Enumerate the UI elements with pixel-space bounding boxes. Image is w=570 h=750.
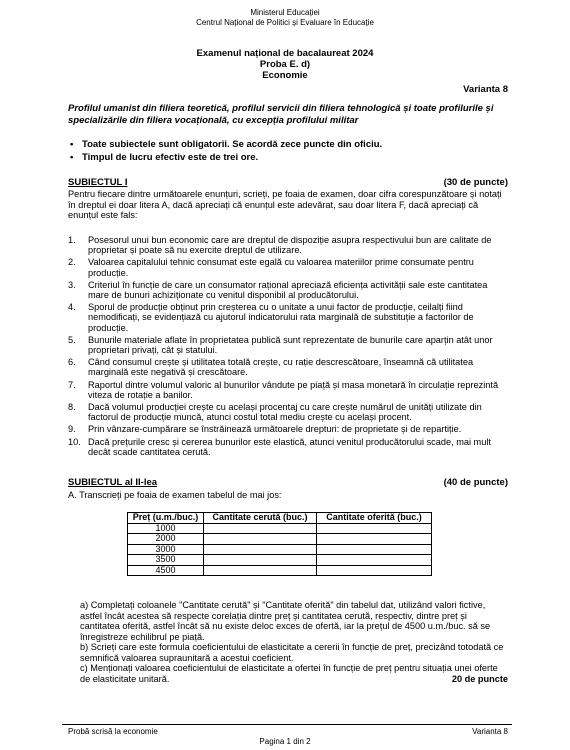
table-row	[128, 534, 432, 545]
subject1-intro: Pentru fiecare dintre următoarele enunțuri, scrieți, pe foaia de examen, doar cifra corespunzătoare și notați în dreptul ei doar litera A, dacă apreciați că enunțul este adevărat, sau doar litera F, dacă apreciați că enunțul este fals:	[68, 189, 502, 220]
header-supply: Cantitate oferită (buc.)	[317, 513, 432, 524]
item-number: 1.	[68, 235, 76, 245]
empty-cell	[317, 534, 432, 545]
footer-divider	[62, 724, 512, 725]
subject2-name: SUBIECTUL al II-lea	[68, 477, 158, 488]
list-item	[68, 302, 508, 333]
empty-cell	[204, 534, 317, 545]
empty-cell	[317, 544, 432, 555]
item-text: Prin vânzare-cumpărare se înstrăinează următoarele drepturi: de proprietate și de repartiție.	[88, 424, 462, 435]
item-text: Bunurile materiale aflate în proprietatea publică sunt reprezentate de bunurile care aparțin atât unor proprietari privați, cât și statului.	[88, 334, 493, 356]
price-quantity-table	[127, 512, 432, 576]
price-cell: 2000	[128, 534, 204, 545]
empty-cell	[204, 555, 317, 566]
empty-cell	[317, 565, 432, 576]
task-b: b) Scrieți care este formula coeficientului de elasticitate a cererii în funcție de preț, precizând totodată ce semnifică valoarea supraunitară a acestui coeficient.	[80, 642, 504, 663]
table-row	[128, 523, 432, 534]
item-text: Raportul dintre volumul valoric al bunurilor vândute pe piață și masa monetară în circulație reprezintă viteza de rotație a banilor.	[88, 379, 499, 400]
item-text: Când consumul crește și utilitatea totală crește, cu rație descrescătoare, înseamnă că utilitatea marginală este negativă și crescătoare.	[88, 357, 474, 378]
list-item	[68, 402, 508, 422]
task-a: a) Completați coloanele "Cantitate cerută" și "Cantitate oferită" din tabelul dat, utilizând valori fictive, astfel încât acestea să respecte corelația dintre preț și cantitatea cerută, respectiv, dintre preț și cantitatea oferită, astfel încât să nu existe deloc exces de ofertă, iar la prețul de 4500 u.m./buc. să se înregistreze echilibrul pe piață.	[80, 600, 491, 642]
item-number: 10.	[68, 436, 81, 447]
subject2-points: (40 de puncte)	[443, 477, 508, 488]
price-cell: 4500	[128, 565, 204, 576]
item-number: 7.	[68, 379, 76, 390]
item-text: Dacă volumul producției crește cu același procentaj cu care crește numărul de unități utilizate din factorul de producție muncă, atunci costul total mediu crește cu același procent.	[88, 402, 482, 423]
price-cell: 1000	[128, 523, 204, 534]
list-item	[68, 424, 508, 434]
ministry-name: Ministerul Educației	[250, 8, 320, 17]
table-row	[128, 555, 432, 566]
list-item	[68, 280, 508, 300]
item-number: 9.	[68, 424, 76, 435]
subject1-points: (30 de puncte)	[443, 177, 508, 188]
list-item	[68, 335, 508, 355]
list-item	[68, 357, 508, 377]
footer-left: Probă scrisă la economie	[68, 727, 158, 736]
table-header-row	[128, 513, 432, 524]
table-row	[128, 544, 432, 555]
list-item	[68, 257, 508, 277]
item-number: 6.	[68, 357, 76, 368]
list-item	[68, 380, 508, 400]
subject2-tasks	[80, 600, 508, 684]
subject1-items	[68, 235, 508, 459]
exam-subject: Economie	[262, 70, 308, 81]
subject1-name: SUBIECTUL I	[68, 177, 128, 188]
profile-statement: Profilul umanist din filiera teoretică, profilul servicii din filiera tehnologică și toate profilurile și specializările din filiera vocațională, cu excepția profilului militar	[68, 103, 494, 126]
exam-proba: Proba E. d)	[259, 59, 311, 70]
subject2-instruction: A. Transcrieți pe foaia de examen tabelul de mai jos:	[68, 490, 282, 500]
page-number: Pagina 1 din 2	[259, 737, 311, 746]
item-text: Valoarea capitalului tehnic consumat este egală cu valoarea materiilor prime consumate pentru producție.	[88, 257, 474, 278]
task-c-row	[80, 663, 508, 684]
center-name: Centrul Național de Politici și Evaluare în Educație	[196, 18, 374, 27]
header-price: Preț (u.m./buc.)	[128, 513, 204, 524]
rules-list	[68, 139, 508, 164]
empty-cell	[204, 523, 317, 534]
header-demand: Cantitate cerută (buc.)	[204, 513, 317, 524]
empty-cell	[204, 544, 317, 555]
subject1-heading	[68, 177, 508, 188]
task-points: 20 de puncte	[451, 673, 508, 684]
rule-item: • Toate subiectele sunt obligatorii. Se acordă zece puncte din oficiu.	[68, 139, 508, 152]
item-text: Criteriul în funcție de care un consumator rațional apreciază eficiența activității sale este cantitatea mare de bunuri achiziționate cu venitul disponibil al producătorului.	[88, 279, 488, 301]
item-number: 2.	[68, 257, 76, 268]
list-item	[68, 235, 508, 255]
empty-cell	[204, 565, 317, 576]
empty-cell	[317, 523, 432, 534]
item-text: Dacă prețurile cresc și cererea bunurilor este elastică, atunci venitul producătorului scade, mai mult decât scade cantitatea cerută.	[88, 436, 491, 457]
price-cell: 3500	[128, 555, 204, 566]
exam-variant: Varianta 8	[463, 84, 508, 95]
list-item	[68, 437, 508, 457]
table-row	[128, 565, 432, 576]
rule-item: • Timpul de lucru efectiv este de trei ore.	[68, 152, 508, 165]
empty-cell	[317, 555, 432, 566]
item-number: 3.	[68, 279, 76, 290]
item-number: 4.	[68, 302, 76, 313]
item-text: Sporul de producție obținut prin creșterea cu o unitate a unui factor de producție, ceilalți fiind nemodificați, se evidențiază cu ajutorul indicatorului rata marginală de substituție a factorilor de producție.	[88, 302, 474, 333]
exam-title: Examenul național de bacalaureat 2024	[196, 48, 374, 59]
item-number: 5.	[68, 334, 76, 345]
item-text: Posesorul unui bun economic care are dreptul de dispoziție asupra respectivului bun are calitate de proprietar și poate să nu exercite dreptul de utilizare.	[88, 235, 492, 256]
footer-right: Varianta 8	[472, 727, 508, 736]
item-number: 8.	[68, 402, 76, 413]
subject2-heading	[68, 477, 508, 488]
task-c: c) Menționați valoarea coeficientului de elasticitate a ofertei în funcție de preț pentru situația unei oferte de elasticitate unitară.	[80, 663, 498, 684]
price-cell: 3000	[128, 544, 204, 555]
